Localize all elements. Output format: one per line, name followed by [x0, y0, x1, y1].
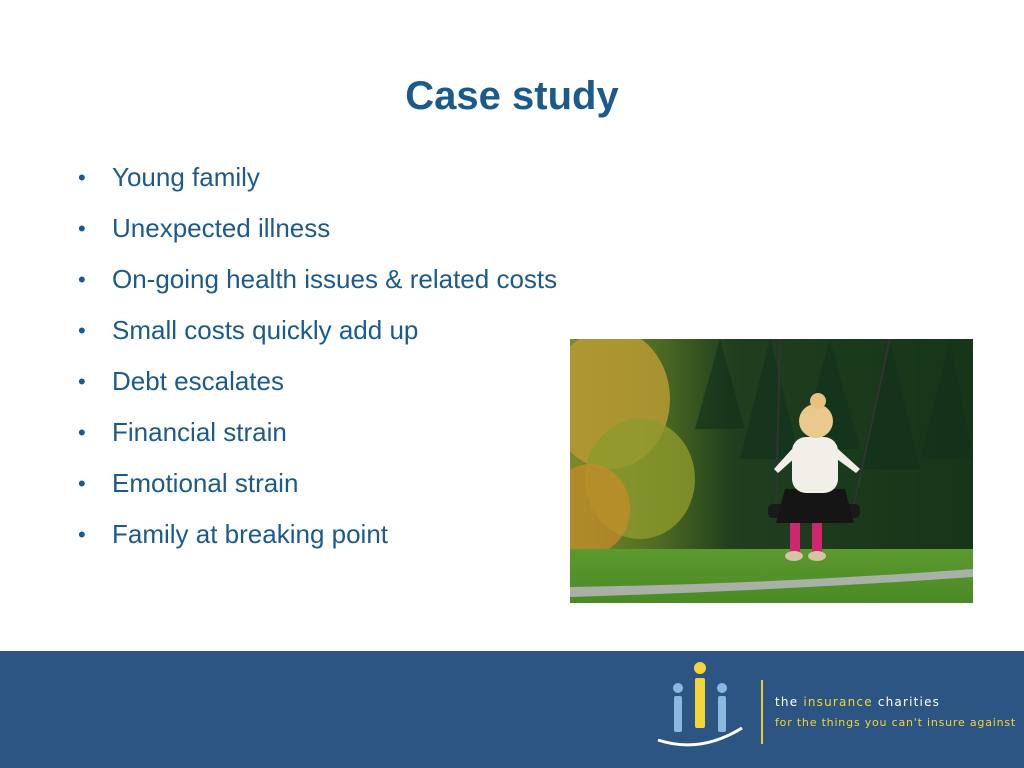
bullet-text: On-going health issues & related costs [112, 264, 558, 294]
bullet-text: Emotional strain [112, 468, 299, 498]
bullet-icon: • [78, 368, 86, 394]
bullet-text: Family at breaking point [112, 519, 389, 549]
logo-word-charities: charities [877, 695, 941, 709]
bullet-item [74, 305, 557, 356]
bullet-text: Financial strain [112, 417, 287, 447]
bullet-item [74, 458, 557, 509]
bullet-item [74, 203, 557, 254]
logo-word-the: the [775, 695, 799, 709]
bullet-text: Small costs quickly add up [112, 315, 419, 345]
bullet-icon: • [78, 470, 86, 496]
slide-title: Case study [405, 74, 619, 118]
insurance-charities-logo-icon [650, 658, 750, 758]
bullet-text: Young family [112, 162, 260, 192]
bullet-icon: • [78, 215, 86, 241]
child-on-swing-photo [570, 339, 973, 603]
logo-tagline: for the things you can't insure against [775, 716, 1017, 729]
bullet-icon: • [78, 266, 86, 292]
bullet-text: Unexpected illness [112, 213, 331, 243]
bullet-icon: • [78, 164, 86, 190]
bullet-item [74, 509, 557, 560]
bullet-item [74, 254, 557, 305]
logo-wordmark [775, 695, 940, 709]
bullet-item [74, 152, 557, 203]
bullet-text: Debt escalates [112, 366, 284, 396]
bullet-icon: • [78, 521, 86, 547]
bullet-item [74, 356, 557, 407]
bullet-icon: • [78, 419, 86, 445]
footer-bar [0, 651, 1024, 768]
logo-word-insurance: insurance [803, 695, 873, 709]
logo-divider [761, 680, 763, 744]
bullet-list [74, 152, 557, 560]
bullet-icon: • [78, 317, 86, 343]
bullet-item [74, 407, 557, 458]
